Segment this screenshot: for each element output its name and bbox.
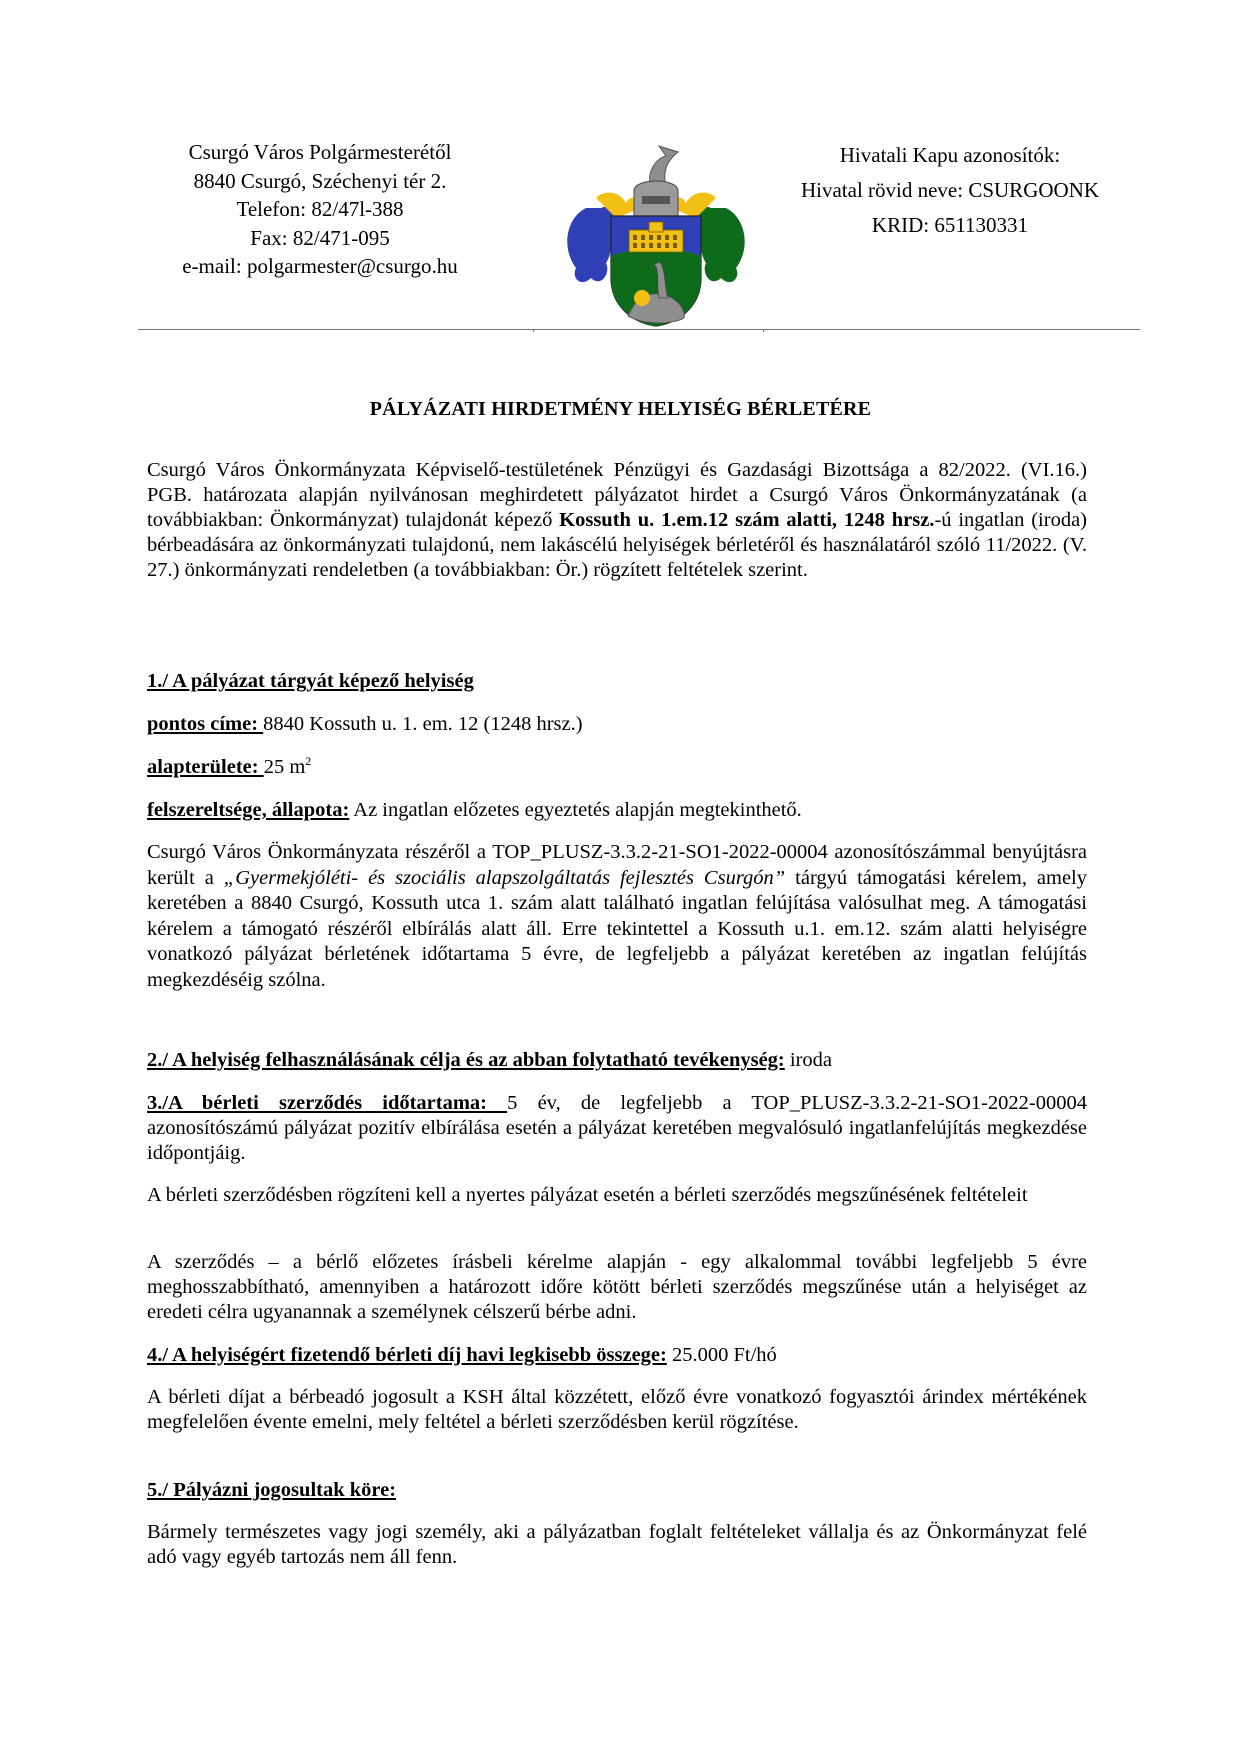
- sender-email: e-mail: polgarmester@csurgo.hu: [182, 254, 458, 278]
- sender-fax: Fax: 82/471-095: [250, 225, 390, 250]
- grant-text: Csurgó Város Önkormányzata részéről a TOP_PLUSZ-3.3.2-21-SO1-2022-00004 azonosítószámmal benyújtásra került a: [147, 841, 1087, 889]
- termination-conditions-text: A bérleti szerződésben rögzíteni kell a nyertes pályázat esetén a bérleti szerződés megszűnésének feltételeit: [147, 1184, 1028, 1206]
- area-line: [147, 755, 1087, 780]
- section-2-value: iroda: [784, 1049, 833, 1071]
- grant-paragraph: [147, 840, 1087, 993]
- sender-name: Csurgó Város Polgármesterétől: [188, 140, 452, 164]
- section-2: [147, 1048, 1087, 1073]
- sender-address: 8840 Csurgó, Széchenyi tér 2.: [193, 168, 447, 193]
- section-3-value: 5 év, de legfeljebb a TOP_PLUSZ-3.3.2-21-SO1-2022-00004 azonosítószámú pályázat pozitív elbírálása esetén a pályázat keretében megvalósuló ingatlanfelújítás megkezdése időpontjáig.: [147, 1092, 1088, 1164]
- equipment-value: Az ingatlan előzetes egyeztetés alapján megtekinthető.: [349, 799, 802, 821]
- extension-text: A szerződés – a bérlő előzetes írásbeli kérelme alapján - egy alkalommal további legfeljebb 5 évre meghosszabbítható, amennyiben a határozott időre kötött bérleti szerződés megszűnése után a helyiséget az eredeti célra ugyanannak a személynek célszerű bérbe adni.: [147, 1251, 1087, 1323]
- intro-paragraph: [147, 458, 1087, 583]
- sender-phone: Telefon: 82/47l-388: [236, 197, 404, 221]
- sender-block: [150, 138, 490, 281]
- section-1-heading: [147, 669, 1087, 694]
- equipment-label: felszereltsége, állapota:: [147, 799, 350, 821]
- section-4: [147, 1343, 1087, 1368]
- section-5: [147, 1478, 1087, 1503]
- area-label: alapterülete:: [147, 756, 264, 778]
- rent-amount: 25.000 Ft/hó: [666, 1344, 777, 1366]
- rent-indexation-text: A bérleti díjat a bérbeadó jogosult a KSH által közzétett, előző évre vonatkozó fogyasztói árindex mértékének megfelelően évente emelni, mely feltétel a bérleti szerződésben kerül rögzítése.: [147, 1386, 1087, 1433]
- property-reference: Kossuth u. 1.em.12 szám alatti, 1248 hrsz.: [559, 509, 935, 531]
- section-4-para: [147, 1385, 1087, 1435]
- address-line: [147, 712, 1087, 737]
- section-4-title: 4./ A helyiségért fizetendő bérleti díj havi legkisebb összege:: [147, 1344, 667, 1366]
- area-value: 25 m: [263, 756, 306, 778]
- grant-text-cont: tárgyú támogatási kérelem, amely keretében a 8840 Csurgó, Kossuth utca 1. szám alatt található ingatlan felújítása valósulhat meg. A támogatási kérelem a támogató részéről elbírálás alatt áll. Erre tekintettel a Kossuth u.1. em.12. szám alatti helyiségre vonatkozó pályázat bérletének időtartama 5 évre, de legfeljebb a pályázat keretében az ingatlan felújítás megkezdéséig szólna.: [147, 866, 1087, 991]
- krid: KRID: 651130331: [871, 213, 1029, 237]
- intro-text: Csurgó Város Önkormányzata Képviselő-testületének Pénzügyi és Gazdasági Bizottsága a 82/2022. (VI.16.) PGB. határozata alapján nyilvánosan meghirdetett pályázatot hirdet a Csurgó Város Önkormányzatának (a továbbiakban: Önkormányzat) tulajdonát képező: [147, 459, 1087, 531]
- eligibility-text: Bármely természetes vagy jogi személy, aki a pályázatban foglalt feltételeket vállalja és az Önkormányzat felé adó vagy egyéb tartozás nem áll fenn.: [147, 1521, 1087, 1568]
- section-3-para-2: [147, 1250, 1087, 1325]
- section-3: [147, 1091, 1087, 1166]
- address-label: pontos címe:: [147, 713, 264, 735]
- section-1-title: 1./ A pályázat tárgyát képező helyiség: [147, 670, 474, 692]
- intro-text-cont: -ú ingatlan (iroda) bérbeadására az önkormányzati tulajdonú, nem lakáscélú helyiségek bérletéről és használatáról szóló 11/2022. (V. 27.) önkormányzati rendeletben (a továbbiakban: Ör.) rögzített feltételek szerint.: [147, 509, 1087, 581]
- office-short-name: Hivatal rövid neve: CSURGOONK: [800, 178, 1100, 202]
- gateway-heading: Hivatali Kapu azonosítók:: [839, 143, 1061, 167]
- coat-of-arms-icon: [556, 138, 756, 328]
- document-title: PÁLYÁZATI HIRDETMÉNY HELYISÉG BÉRLETÉRE: [369, 398, 872, 420]
- section-5-title: 5./ Pályázni jogosultak köre:: [147, 1479, 397, 1501]
- section-2-title: 2./ A helyiség felhasználásának célja és az abban folytatható tevékenység:: [147, 1049, 785, 1071]
- section-5-para: [147, 1520, 1087, 1570]
- section-3-para-1: [147, 1183, 1087, 1208]
- gateway-ids-block: [760, 138, 1140, 243]
- header-divider: [138, 329, 1140, 330]
- equipment-line: [147, 798, 1087, 823]
- grant-project-title: „Gyermekjóléti- és szociális alapszolgáltatás fejlesztés Csurgón”: [223, 866, 786, 889]
- area-unit-sup: 2: [305, 754, 312, 768]
- section-3-title: 3./A bérleti szerződés időtartama:: [147, 1092, 508, 1114]
- address-value: 8840 Kossuth u. 1. em. 12 (1248 hrsz.): [263, 713, 583, 735]
